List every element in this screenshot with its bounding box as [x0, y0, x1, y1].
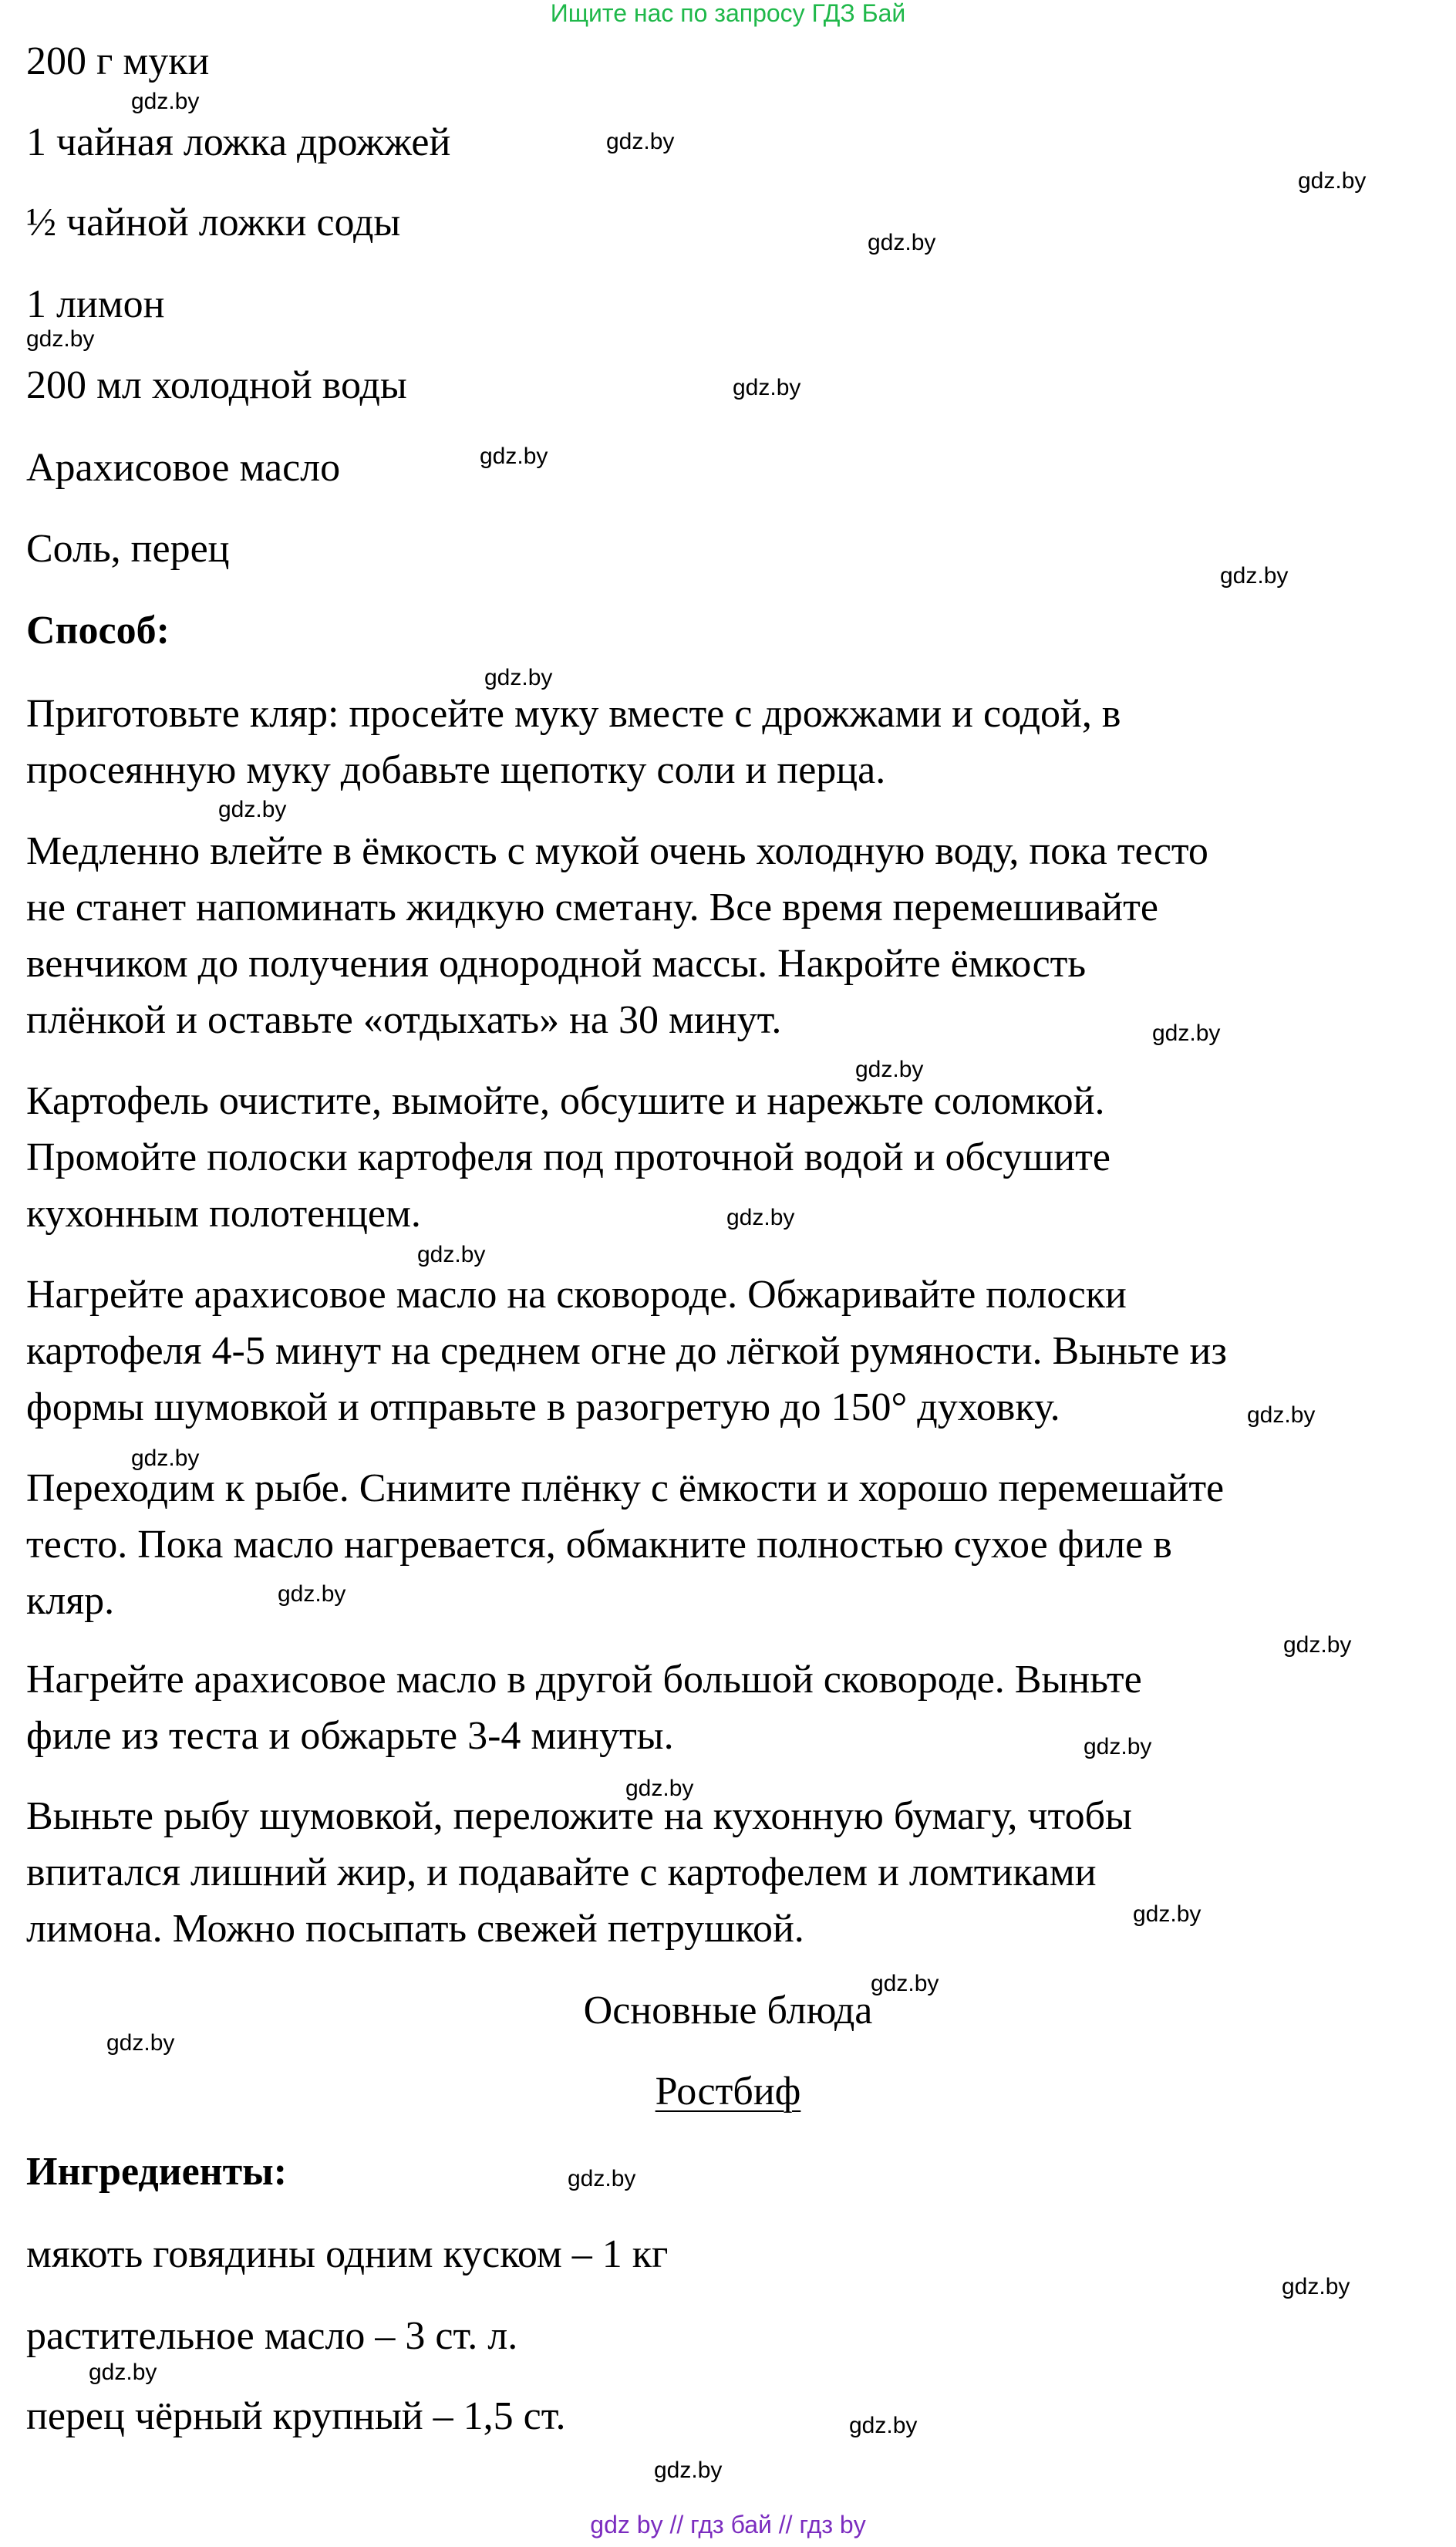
watermark: gdz.by: [218, 797, 287, 822]
watermark: gdz.by: [278, 1581, 346, 1607]
watermark: gdz.by: [131, 1446, 200, 1471]
watermark: gdz.by: [1084, 1734, 1152, 1759]
method-line: картофеля 4-5 минут на среднем огне до лёгкой румяности. Выньте из: [26, 1329, 1227, 1373]
watermark: gdz.by: [568, 2166, 636, 2191]
watermark: gdz.by: [26, 326, 95, 352]
recipe-title: [0, 2064, 1456, 2120]
ingredient-line: 1 чайная ложка дрожжей: [26, 120, 451, 164]
method-line: Картофель очистите, вымойте, обсушите и нарежьте соломкой.: [26, 1079, 1105, 1123]
footer-links: gdz by // гдз бай // гдз by: [590, 2511, 866, 2539]
method-line: Переходим к рыбе. Снимите плёнку с ёмкости и хорошо перемешайте: [26, 1466, 1225, 1510]
method-line: Нагрейте арахисовое масло на сковороде. Обжаривайте полоски: [26, 1273, 1127, 1317]
watermark: gdz.by: [726, 1205, 795, 1230]
ingredient-line: Арахисовое масло: [26, 446, 341, 490]
watermark: gdz.by: [89, 2360, 157, 2385]
method-line: не станет напоминать жидкую сметану. Все время перемешивайте: [26, 886, 1158, 929]
method-heading: Способ:: [26, 609, 170, 653]
method-line: кухонным полотенцем.: [26, 1192, 421, 1236]
watermark: gdz.by: [733, 375, 801, 400]
watermark: gdz.by: [1152, 1020, 1221, 1046]
method-line: тесто. Пока масло нагревается, обмакните полностью сухое филе в: [26, 1523, 1172, 1567]
method-line: плёнкой и оставьте «отдыхать» на 30 минут.: [26, 998, 782, 1042]
header-search-hint: Ищите нас по запросу ГДЗ Бай: [550, 0, 906, 27]
watermark: gdz.by: [1133, 1901, 1202, 1927]
method-line: кляр.: [26, 1579, 115, 1623]
method-line: венчиком до получения однородной массы. Накройте ёмкость: [26, 942, 1087, 986]
watermark: gdz.by: [849, 2413, 918, 2438]
watermark: gdz.by: [1247, 1402, 1316, 1428]
ingredient-line: Соль, перец: [26, 527, 230, 571]
method-line: Промойте полоски картофеля под проточной водой и обсушите: [26, 1135, 1111, 1179]
watermark: gdz.by: [855, 1057, 924, 1082]
watermark: gdz.by: [131, 89, 200, 114]
method-line: Медленно влейте в ёмкость с мукой очень холодную воду, пока тесто: [26, 829, 1208, 873]
ingredient-line: растительное масло – 3 ст. л.: [26, 2314, 518, 2358]
ingredient-line: 200 г муки: [26, 39, 210, 83]
method-line: Нагрейте арахисовое масло в другой большой сковороде. Выньте: [26, 1658, 1142, 1702]
method-line: впитался лишний жир, и подавайте с картофелем и ломтиками: [26, 1850, 1097, 1894]
watermark: gdz.by: [484, 665, 553, 690]
ingredients-heading: Ингредиенты:: [26, 2150, 288, 2194]
watermark: gdz.by: [625, 1776, 694, 1801]
method-line: Выньте рыбу шумовкой, переложите на кухонную бумагу, чтобы: [26, 1794, 1132, 1838]
watermark: gdz.by: [480, 444, 548, 469]
ingredient-line: ½ чайной ложки соды: [26, 201, 401, 245]
ingredient-line: перец чёрный крупный – 1,5 ст.: [26, 2394, 566, 2438]
ingredient-line: 1 лимон: [26, 282, 165, 326]
method-line: Приготовьте кляр: просейте муку вместе с дрожжами и содой, в: [26, 692, 1121, 736]
watermark: gdz.by: [106, 2030, 175, 2056]
watermark: gdz.by: [654, 2458, 723, 2483]
watermark: gdz.by: [1283, 1632, 1352, 1658]
recipe-title-text: Ростбиф: [655, 2070, 801, 2114]
method-line: филе из теста и обжарьте 3-4 минуты.: [26, 1714, 674, 1758]
watermark: gdz.by: [606, 129, 675, 154]
method-line: просеянную муку добавьте щепотку соли и перца.: [26, 748, 886, 792]
ingredient-line: мякоть говядины одним куском – 1 кг: [26, 2232, 669, 2276]
watermark: gdz.by: [868, 230, 936, 255]
ingredient-line: 200 мл холодной воды: [26, 363, 407, 407]
watermark: gdz.by: [1282, 2274, 1350, 2299]
method-line: лимона. Можно посыпать свежей петрушкой.: [26, 1907, 804, 1951]
watermark: gdz.by: [417, 1242, 486, 1267]
section-title: Основные блюда: [583, 1989, 873, 2033]
method-line: формы шумовкой и отправьте в разогретую до 150° духовку.: [26, 1385, 1060, 1429]
watermark: gdz.by: [871, 1971, 939, 1996]
watermark: gdz.by: [1220, 563, 1289, 589]
watermark: gdz.by: [1298, 168, 1367, 194]
